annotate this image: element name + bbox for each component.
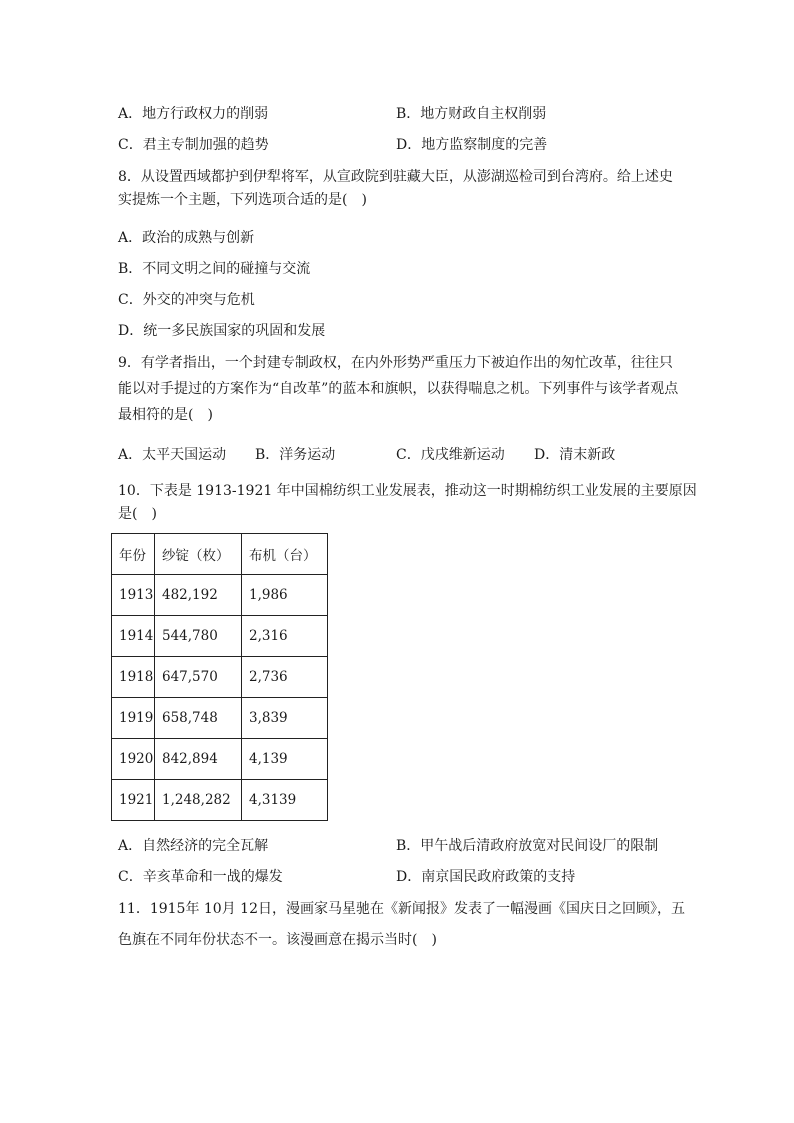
table-cell: 1914 xyxy=(112,616,155,657)
q8-option-a: A．政治的成熟与创新 xyxy=(118,230,255,246)
q10-stem-line1: 10．下表是 1913-1921 年中国棉纺织工业发展表，推动这一时期棉纺织工业发展的主要原因 xyxy=(118,483,697,499)
q11-stem-line2: 色旗在不同年份状态不一。该漫画意在揭示当时( ) xyxy=(118,932,437,948)
q10-option-a: A．自然经济的完全瓦解 xyxy=(118,838,269,854)
q7-option-a: A．地方行政权力的削弱 xyxy=(118,106,269,122)
table-cell: 4,3139 xyxy=(242,780,328,821)
table-header-cell: 布机（台） xyxy=(242,534,328,575)
q8-option-d: D．统一多民族国家的巩固和发展 xyxy=(118,323,326,339)
table-cell: 1920 xyxy=(112,739,155,780)
table-row xyxy=(112,657,328,698)
table-cell: 4,139 xyxy=(242,739,328,780)
table-cell: 2,736 xyxy=(242,657,328,698)
table-cell: 2,316 xyxy=(242,616,328,657)
q8-stem-line1: 8．从设置西域都护到伊犁将军，从宣政院到驻藏大臣，从澎湖巡检司到台湾府。给上述史 xyxy=(118,169,673,185)
q7-option-d: D．地方监察制度的完善 xyxy=(396,137,548,153)
table-header-cell: 纱锭（枚） xyxy=(155,534,242,575)
table-cell: 544,780 xyxy=(155,616,242,657)
table-cell: 1,248,282 xyxy=(155,780,242,821)
q8-stem-line2: 实提炼一个主题，下列选项合适的是( ) xyxy=(118,192,367,208)
table-cell: 482,192 xyxy=(155,575,242,616)
table-row xyxy=(112,616,328,657)
table-header-row xyxy=(112,534,328,575)
table-row xyxy=(112,739,328,780)
table-row xyxy=(112,780,328,821)
q10-option-b: B．甲午战后清政府放宽对民间设厂的限制 xyxy=(396,838,659,854)
q11-stem-line1: 11．1915年 10月 12日，漫画家马星驰在《新闻报》发表了一幅漫画《国庆日之回顾》，五 xyxy=(118,901,685,917)
q9-stem-line1: 9．有学者指出，一个封建专制政权，在内外形势严重压力下被迫作出的匆忙改革，往往只 xyxy=(118,355,673,371)
q9-stem-line2: 能以对手提过的方案作为“自改革”的蓝本和旗帜，以获得喘息之机。下列事件与该学者观点 xyxy=(118,381,679,397)
q9-option-d: D．清末新政 xyxy=(534,447,616,463)
q7-option-c: C．君主专制加强的趋势 xyxy=(118,137,269,153)
q7-option-b: B．地方财政自主权削弱 xyxy=(396,106,547,122)
table-cell: 3,839 xyxy=(242,698,328,739)
cotton-industry-table xyxy=(111,533,328,821)
q9-option-b: B．洋务运动 xyxy=(255,447,336,463)
q9-option-a: A．太平天国运动 xyxy=(118,447,227,463)
table-cell: 1918 xyxy=(112,657,155,698)
table-cell: 658,748 xyxy=(155,698,242,739)
table-cell: 1,986 xyxy=(242,575,328,616)
q10-option-d: D．南京国民政府政策的支持 xyxy=(396,869,576,885)
table-cell: 842,894 xyxy=(155,739,242,780)
table-row xyxy=(112,698,328,739)
table-row xyxy=(112,575,328,616)
q10-option-c: C．辛亥革命和一战的爆发 xyxy=(118,869,283,885)
q8-option-b: B．不同文明之间的碰撞与交流 xyxy=(118,261,311,277)
q10-stem-line2: 是( ) xyxy=(118,506,157,522)
table-cell: 1919 xyxy=(112,698,155,739)
table-cell: 1921 xyxy=(112,780,155,821)
q9-stem-line3: 最相符的是( ) xyxy=(118,407,213,423)
table-cell: 647,570 xyxy=(155,657,242,698)
q9-option-c: C．戊戌维新运动 xyxy=(396,447,505,463)
table-cell: 1913 xyxy=(112,575,155,616)
q8-option-c: C．外交的冲突与危机 xyxy=(118,292,255,308)
table-header-cell: 年份 xyxy=(112,534,155,575)
